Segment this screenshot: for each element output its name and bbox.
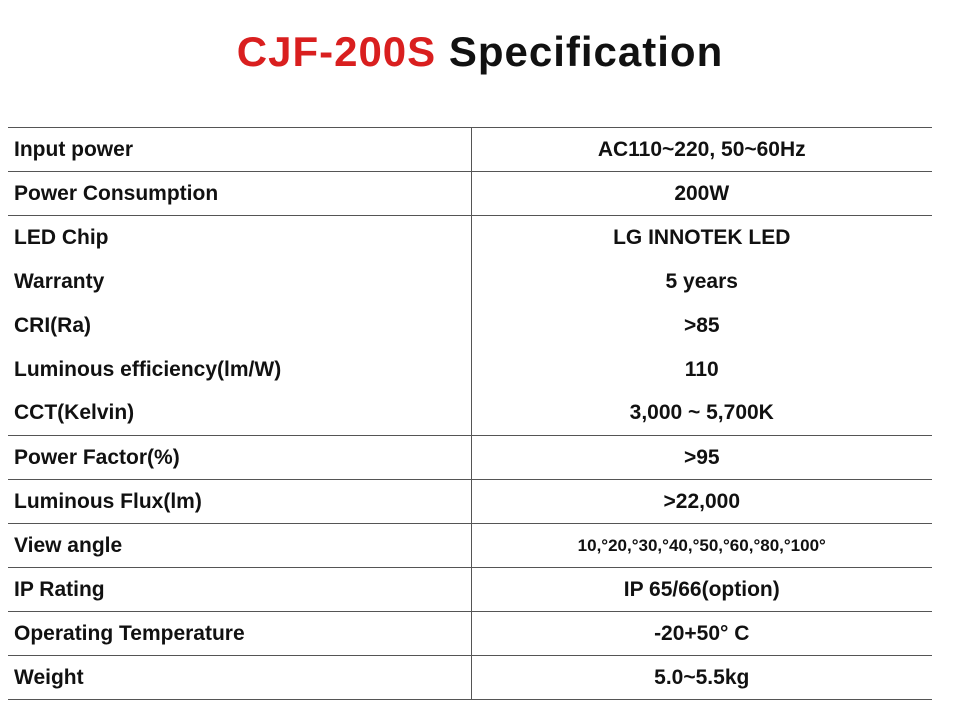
spec-label: Luminous Flux(lm) xyxy=(8,480,471,524)
spec-row-led-chip xyxy=(8,216,932,260)
spec-row-luminous-flux xyxy=(8,480,932,524)
spec-row-input-power xyxy=(8,128,932,172)
spec-row-power-consumption xyxy=(8,172,932,216)
model-name: CJF-200S xyxy=(236,28,437,75)
spec-label: Warranty xyxy=(14,269,105,293)
spec-row-cri xyxy=(8,304,932,348)
spec-label: CRI(Ra) xyxy=(14,313,91,337)
spec-label: Luminous efficiency(lm/W) xyxy=(14,357,282,381)
spec-table xyxy=(8,127,932,700)
spec-value: >95 xyxy=(471,436,932,480)
spec-value: 200W xyxy=(471,172,932,216)
spec-row-luminous-efficiency xyxy=(8,348,932,392)
spec-value: 10,°20,°30,°40,°50,°60,°80,°100° xyxy=(471,524,932,568)
spec-value: 5 years xyxy=(471,260,932,304)
spec-label: LED Chip xyxy=(8,216,471,260)
spec-label: Power Consumption xyxy=(8,172,471,216)
spec-label: Weight xyxy=(8,656,471,700)
spec-value: >22,000 xyxy=(471,480,932,524)
title-suffix: Specification xyxy=(448,28,724,75)
spec-row-warranty xyxy=(8,260,932,304)
spec-value: 5.0~5.5kg xyxy=(471,656,932,700)
spec-row-view-angle xyxy=(8,524,932,568)
spec-row-power-factor xyxy=(8,436,932,480)
page-title xyxy=(0,28,960,76)
spec-label: Input power xyxy=(8,128,471,172)
spec-label: View angle xyxy=(8,524,471,568)
spec-value: AC110~220, 50~60Hz xyxy=(471,128,932,172)
spec-value: IP 65/66(option) xyxy=(471,568,932,612)
spec-row-cct xyxy=(8,392,932,436)
spec-label: Operating Temperature xyxy=(8,612,471,656)
spec-label: Power Factor(%) xyxy=(8,436,471,480)
spec-value: 3,000 ~ 5,700K xyxy=(471,392,932,436)
spec-row-weight xyxy=(8,656,932,700)
spec-row-ip-rating xyxy=(8,568,932,612)
spec-row-operating-temperature xyxy=(8,612,932,656)
spec-label: IP Rating xyxy=(8,568,471,612)
spec-label: CCT(Kelvin) xyxy=(14,401,135,425)
spec-value: LG INNOTEK LED xyxy=(471,216,932,260)
spec-value: >85 xyxy=(471,304,932,348)
spec-value: -20+50° C xyxy=(471,612,932,656)
spec-value: 110 xyxy=(471,348,932,392)
